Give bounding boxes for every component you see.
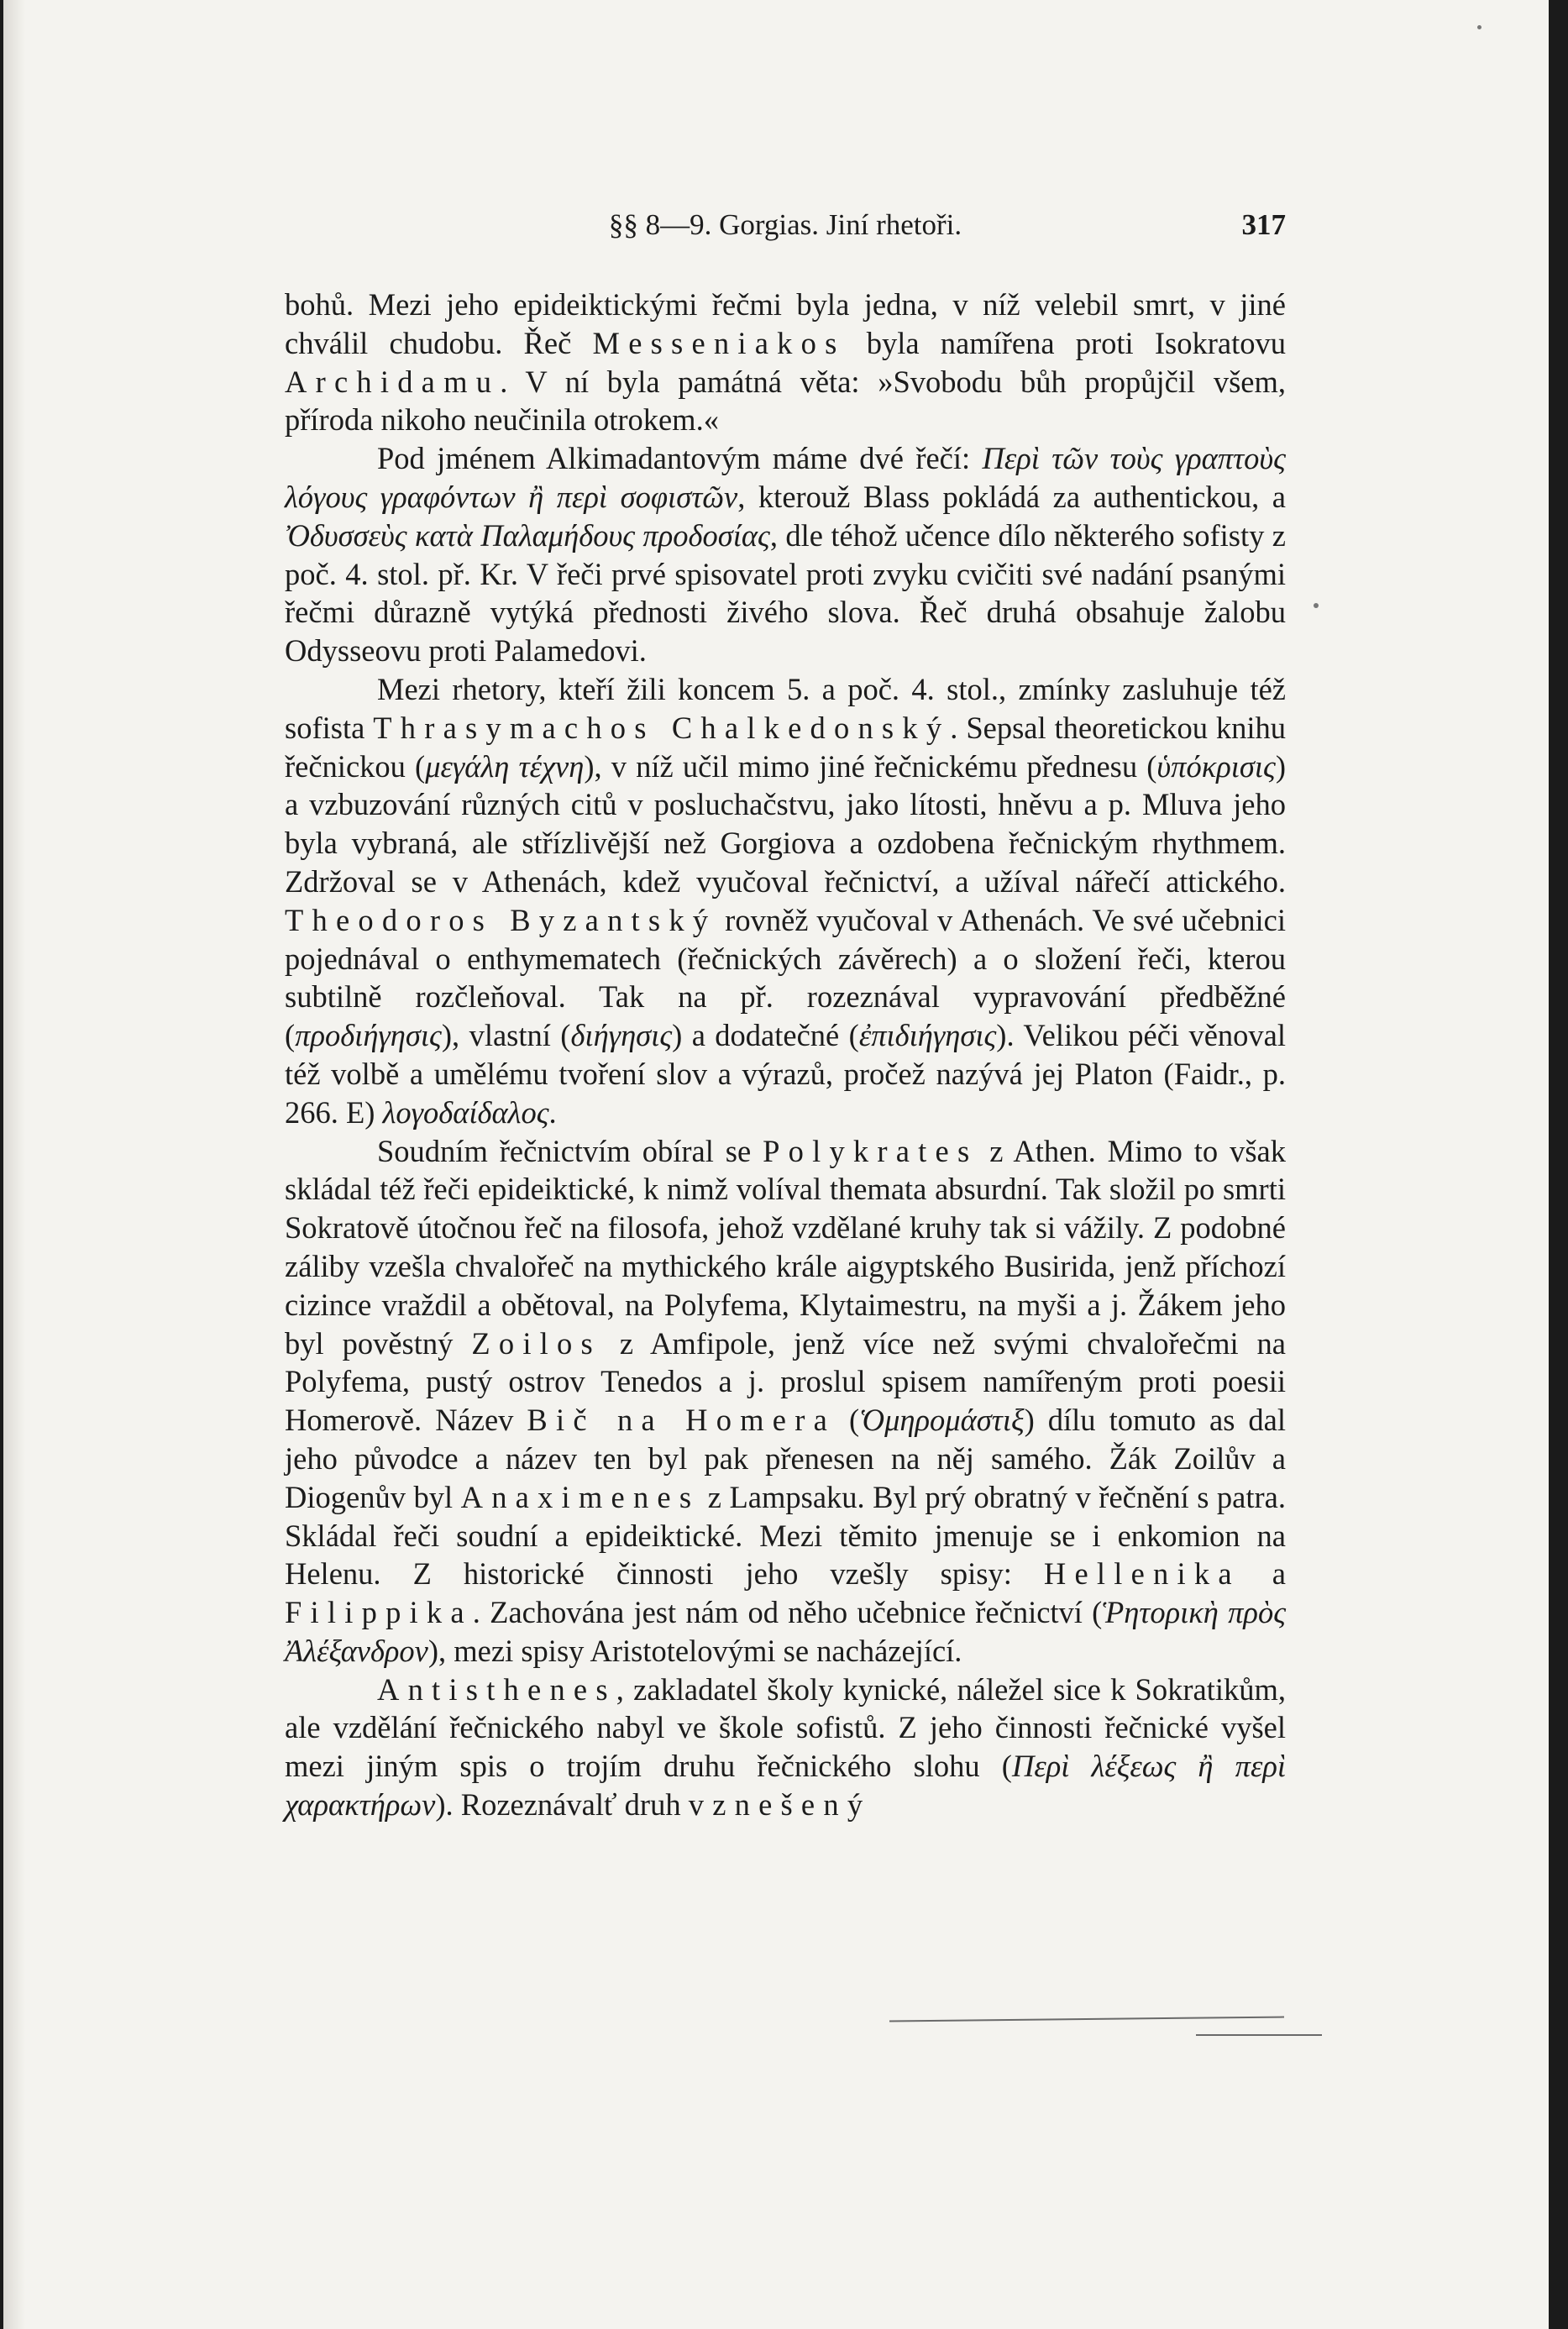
text-run: Soudním řečnictvím obíral se xyxy=(377,1133,763,1168)
paragraph xyxy=(285,439,1286,670)
page-header xyxy=(285,208,1286,250)
greek-title: προδιήγησις xyxy=(295,1018,442,1053)
text-run: ), v níž učil mimo jiné řečnickému přednesu ( xyxy=(584,748,1157,784)
spaced-name: Filippika xyxy=(285,1595,473,1630)
text-run: . V ní byla památná věta: »Svobodu bůh propůjčil všem, příroda nikoho neučinila otrokem.« xyxy=(285,364,1286,438)
text-run: ( xyxy=(836,1403,860,1438)
paragraph xyxy=(285,286,1286,439)
text-run: ), mezi spisy Aristotelovými se nacházející. xyxy=(427,1633,962,1668)
text-run: bohů. Mezi jeho epideiktickými řečmi byla jedna, v níž velebil smrt, v jiné chválil chudobu. Řeč xyxy=(285,287,1286,360)
text-run: a xyxy=(1240,1556,1287,1592)
greek-title: Περὶ τῶν τοὺς γραπτοὺς λόγους γραφόντων ἢ περὶ σοφιστῶν xyxy=(285,441,1286,514)
ink-speck xyxy=(1314,603,1319,608)
text-run: byla namířena proti Isokratovu xyxy=(845,325,1286,360)
book-page xyxy=(3,0,1549,2329)
greek-title: Ὀδυσσεὺς κατὰ Παλαμήδους προδοσίας xyxy=(285,517,770,553)
text-run: Mezi rhetory, kteří žili koncem 5. a poč. 4. stol., zmínky zasluhuje též sofista xyxy=(285,671,1286,745)
text-run: , zakladatel školy kynické, náležel sice k Sokratikům, ale vzdělání řečnického nabyl ve škole sofistů. Z jeho činnosti řečnické vyšel mezi jiným spis o trojím druhu řečnického slohu ( xyxy=(285,1671,1286,1784)
text-run: rovněž vyučoval v Athenách. Ve své učebnici pojednával o enthymematech (řečnických závěrech) a o složení řeči, kterou subtilně rozčleňoval. Tak na př. rozeznával vypravování předběžné ( xyxy=(285,902,1286,1053)
text-run: . Zachována jest nám od něho učebnice řečnictví ( xyxy=(472,1595,1103,1630)
pencil-underline xyxy=(889,2017,1284,2022)
paragraph xyxy=(285,1132,1286,1671)
greek-title: Περὶ λέξεως ἢ περὶ χαρακτήρων xyxy=(285,1749,1286,1823)
text-run: , dle téhož učence dílo některého sofisty z poč. 4. stol. př. Kr. V řeči prvé spisovatel proti zvyku cvičiti své nadání psanými řečmi důrazně vytýká přednosti živého slova. Řeč druhá obsahuje žalobu Odysseovu proti Palamedovi. xyxy=(285,517,1286,669)
text-run: ) a dodatečné ( xyxy=(672,1018,859,1053)
text-run: ). Rozeznávalť druh xyxy=(435,1787,689,1823)
pencil-underline xyxy=(1196,2034,1322,2036)
spaced-name: Archidamu xyxy=(285,364,501,399)
paragraph xyxy=(285,670,1286,1132)
greek-title: μεγάλη τέχνη xyxy=(425,748,585,784)
spaced-name: Theodoros Byzantský xyxy=(285,902,717,937)
text-run: . Sepsal theoretickou knihu řečnickou ( xyxy=(285,710,1286,784)
greek-title: Ὁμηρομάστιξ xyxy=(859,1403,1025,1438)
greek-title: διήγησις xyxy=(570,1018,673,1053)
running-title: §§ 8—9. Gorgias. Jiní rhetoři. xyxy=(608,208,962,241)
greek-title: λογοδαίδαλος xyxy=(382,1094,549,1130)
text-run: Pod jménem Alkimadantovým máme dvé řečí: xyxy=(377,441,983,476)
page-number: 317 xyxy=(1241,208,1286,241)
spaced-name: Antisthenes xyxy=(377,1671,616,1707)
spaced-name: Polykrates xyxy=(763,1133,978,1168)
text-run: z Amfipole, jenž více než svými chvalořečmi na Polyfema, pustý ostrov Tenedos a j. proslul spisem namířeným proti poesii Homerově. Název xyxy=(285,1325,1286,1438)
paragraph xyxy=(285,1671,1286,1824)
spaced-name: Thrasymachos Chalkedonský xyxy=(373,710,951,745)
spaced-name: Hellenika xyxy=(1043,1556,1240,1592)
greek-title: ἐπιδιήγησις xyxy=(858,1018,997,1053)
page-binding-edge xyxy=(3,0,25,2329)
text-run: ). Velikou péči věnoval též volbě a umělému tvoření slov a výrazů, pročež nazývá jej Platon (Faidr., p. 266. E) xyxy=(285,1018,1287,1130)
text-run: ) a vzbuzování různých citů v posluchačstvu, jako lítosti, hněvu a p. Mluva jeho byla vybraná, ale střízlivější než Gorgiova a ozdobena řečnickým rhythmem. Zdržoval se v Athenách, kdež vyučoval řečnictví, a užíval nářečí attického. xyxy=(285,748,1286,899)
ink-speck xyxy=(1477,25,1481,29)
body-text xyxy=(285,286,1286,1824)
text-run: ) dílu tomuto as dal jeho původce a název ten byl pak přenesen na něj samého. Žák Zoilův a Diogenův byl xyxy=(285,1403,1286,1514)
spaced-name: Anaximenes xyxy=(460,1479,700,1514)
greek-title: ὑπόκρισις xyxy=(1156,748,1276,784)
text-run: ), vlastní ( xyxy=(441,1018,571,1053)
spaced-name: Zoilos xyxy=(471,1325,601,1361)
greek-title: Ῥητορικὴ πρὸς Ἀλέξανδρον xyxy=(285,1595,1287,1668)
text-run: z Athen. Mimo to však skládal též řeči epideiktické, k nimž volíval themata absurdní. Tak složil po smrti Sokratově útočnou řeč na filosofa, jehož vzdělané kruhy tak si vážily. Z podobné záliby vzešla chvalořeč na mythického krále aigyptského Busirida, jenž příchozí cizince vraždil a obětoval, na Polyfema, Klytaimestru, na myši a j. Žákem jeho byl pověstný xyxy=(285,1133,1286,1361)
text-run: . xyxy=(548,1094,557,1130)
text-run: z Lampsaku. Byl prý obratný v řečnění s patra. Skládal řeči soudní a epideiktické. Mezi těmito jmenuje se i enkomion na Helenu. Z historické činnosti jeho vzešly spisy: xyxy=(285,1479,1286,1592)
spaced-name: Bič na Homera xyxy=(527,1403,836,1438)
spaced-name: vznešený xyxy=(688,1787,872,1823)
spaced-name: Messeniakos xyxy=(592,325,846,360)
text-run: , kterouž Blass pokládá za authentickou, a xyxy=(737,479,1286,514)
